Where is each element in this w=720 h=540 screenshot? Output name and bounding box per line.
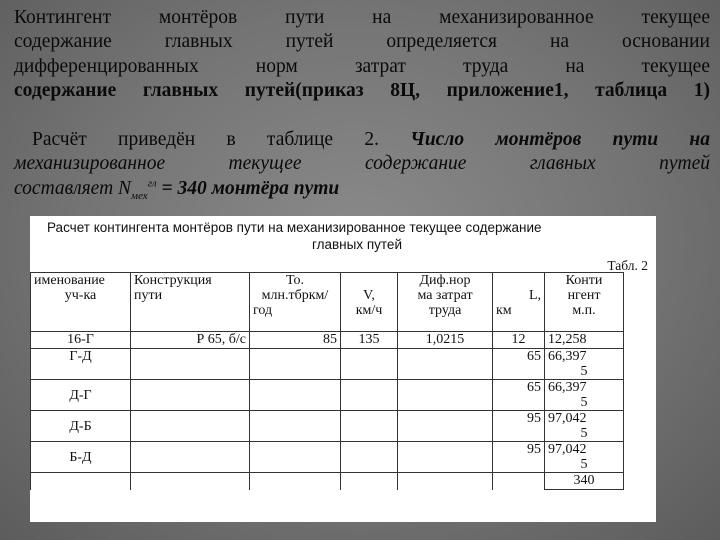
scanned-table-image [30,216,656,522]
table-title-line-2: главных путей [312,237,402,252]
table-row [31,442,624,473]
crew-calculation-table [30,272,624,490]
cell-section: Д-Б [31,411,131,442]
cell-total: 340 [545,473,624,490]
table-header-row [31,273,624,332]
cell-labor-norm [398,411,493,442]
cell-speed: 135 [341,332,398,349]
result-line-1 [14,128,710,152]
header-construction: Конструкция пути [131,273,250,332]
table-title-line-1: Расчет контингента монтёров пути на механизированное текущее содержание [47,220,542,235]
intro-line-1: Контингент монтёров пути на механизированное текущее [14,7,710,28]
cell-crew-count: 66,397 5 [545,349,624,380]
cell-construction [131,349,250,380]
result-line-3 [14,177,710,201]
cell-speed [341,349,398,380]
result-line-2: механизированное текущее содержание главных путей [14,153,710,175]
table-row [31,411,624,442]
cell-crew-count: 66,397 5 [545,380,624,411]
cell-construction [131,380,250,411]
cell-length: 12 [493,332,545,349]
cell-tonnage [250,411,341,442]
cell-tonnage: 85 [250,332,341,349]
cell-length: 95 [493,411,545,442]
cell-labor-norm [398,442,493,473]
cell-length: 65 [493,380,545,411]
table-row [31,349,624,380]
result-n-subscript: мех [131,189,148,202]
cell-length: 95 [493,442,545,473]
table-row [31,380,624,411]
cell-crew-count: 12,258 [545,332,624,349]
header-length: L, км [493,273,545,332]
cell-construction [131,442,250,473]
intro-paragraph [14,6,710,104]
cell-construction: Р 65, б/с [131,332,250,349]
cell-crew-count: 97,042 5 [545,442,624,473]
table-total-row [31,473,624,490]
cell-speed [341,380,398,411]
cell-labor-norm [398,380,493,411]
intro-line-2: содержание главных путей определяется на основании [14,31,710,53]
table-title [47,219,656,253]
cell-section: 16-Г [31,332,131,349]
intro-line-4: содержание главных путей(приказ 8Ц, приложение1, таблица 1) [14,80,710,102]
cell-speed [341,442,398,473]
table-row [31,332,624,349]
header-labor-norm: Диф.нор ма затрат труда [398,273,493,332]
header-tonnage: То. млн.тбркм/ год [250,273,341,332]
cell-tonnage [250,442,341,473]
cell-section: Г-Д [31,349,131,380]
result-n-label: составляет N [14,177,132,199]
result-statement-start: Число монтёров пути на [410,129,711,150]
result-paragraph [14,128,710,201]
header-speed: V, км/ч [341,273,398,332]
cell-labor-norm [398,349,493,380]
cell-section: Д-Г [31,380,131,411]
result-n-superscript: гл [147,177,157,190]
cell-length: 65 [493,349,545,380]
cell-speed [341,411,398,442]
cell-tonnage [250,349,341,380]
cell-crew-count: 97,042 5 [545,411,624,442]
intro-line-3: дифференцированных норм затрат труда на текущее [14,55,710,77]
header-crew-count: Конти нгент м.п. [545,273,624,332]
cell-construction [131,411,250,442]
header-section: именование уч-ка [31,273,131,332]
result-value: = 340 монтёра пути [161,177,340,199]
calc-reference: Расчёт приведён в таблице 2. [32,129,379,150]
table-number: Табл. 2 [607,258,648,273]
cell-labor-norm: 1,0215 [398,332,493,349]
cell-tonnage [250,380,341,411]
cell-section: Б-Д [31,442,131,473]
